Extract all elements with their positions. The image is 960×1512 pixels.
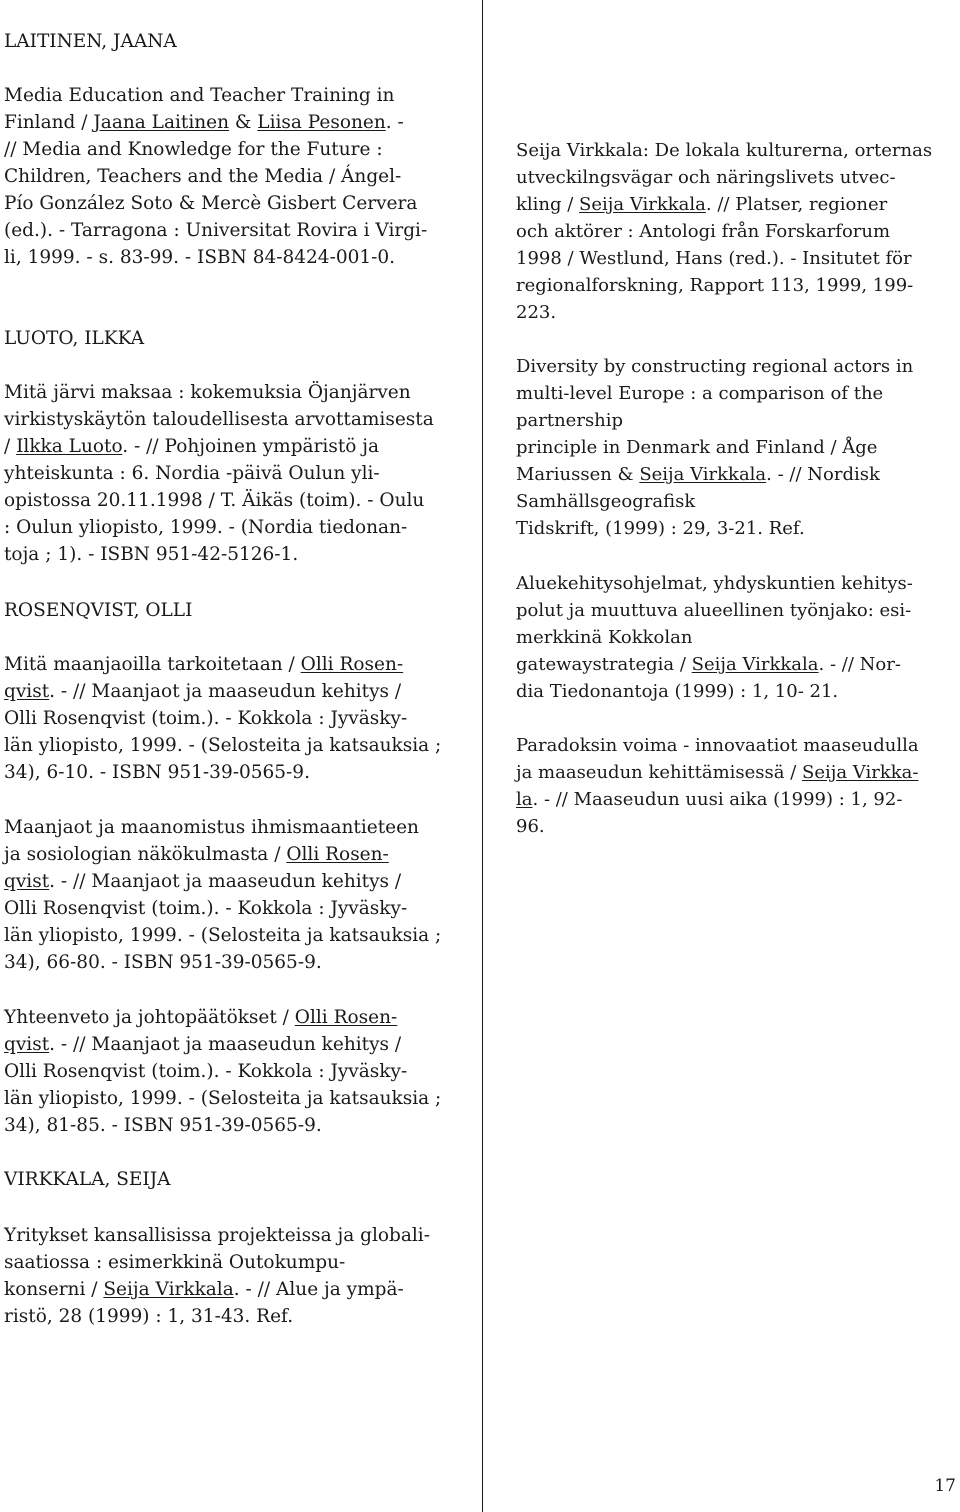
text-segment: Mariussen &: [516, 464, 640, 485]
text-line: [4, 705, 456, 732]
text-segment: Olli Rosenqvist (toim.). - Kokkola : Jyväsky-: [4, 898, 408, 919]
text-line: [516, 191, 956, 218]
text-segment: Yhteenveto ja johtopäätökset /: [4, 1007, 295, 1028]
text-line: [516, 786, 956, 813]
text-segment: regionalforskning, Rapport 113, 1999, 199-: [516, 275, 914, 296]
author-link: qvist: [4, 871, 50, 892]
text-segment: ja sosiologian näkökulmasta /: [4, 844, 287, 865]
text-segment: ja maaseudun kehittämisessä /: [516, 762, 803, 783]
text-line: [4, 109, 456, 136]
author-link: Seija Virkkala: [103, 1279, 234, 1300]
text-segment: . - // Maanjaot ja maaseudun kehitys /: [49, 871, 402, 892]
text-segment: Children, Teachers and the Media / Ángel-: [4, 166, 402, 187]
text-line: [4, 163, 456, 190]
text-line: [4, 541, 456, 568]
author-heading: [4, 1166, 456, 1193]
author-link: Seija Virkka-: [802, 762, 919, 783]
page-number: 17: [934, 1476, 956, 1496]
text-line: [516, 218, 956, 245]
text-line: [516, 759, 956, 786]
text-line: [4, 759, 456, 786]
text-segment: (ed.). - Tarragona : Universitat Rovira i Virgi-: [4, 220, 428, 241]
text-segment: yhteiskunta : 6. Nordia -päivä Oulun yli-: [4, 463, 380, 484]
text-segment: län yliopisto, 1999. - (Selosteita ja katsauksia ;: [4, 735, 442, 756]
text-segment: polut ja muuttuva alueellinen työnjako: esi-: [516, 600, 912, 621]
text-line: [4, 28, 456, 55]
text-segment: kling /: [516, 194, 580, 215]
text-line: [4, 433, 456, 460]
text-line: [4, 922, 456, 949]
author-link: Olli Rosen-: [294, 1007, 398, 1028]
text-line: [516, 732, 956, 759]
text-segment: ristö, 28 (1999) : 1, 31-43. Ref.: [4, 1306, 294, 1327]
text-line: [516, 597, 956, 624]
text-segment: . // Platser, regioner: [705, 194, 888, 215]
author-heading: [4, 597, 456, 624]
text-segment: multi-level Europe : a comparison of the: [516, 383, 884, 404]
text-segment: toja ; 1). - ISBN 951-42-5126-1.: [4, 544, 299, 565]
author-link: Olli Rosen-: [300, 654, 404, 675]
text-line: [516, 515, 956, 542]
text-line: [516, 380, 956, 407]
text-segment: 34), 6-10. - ISBN 951-39-0565-9.: [4, 762, 310, 783]
text-line: [4, 460, 456, 487]
text-line: [4, 597, 456, 624]
text-line: [4, 1112, 456, 1139]
column-divider: [482, 0, 483, 1512]
text-segment: 223.: [516, 302, 557, 323]
bibliography-entry: [4, 1004, 456, 1139]
text-line: [516, 272, 956, 299]
text-segment: län yliopisto, 1999. - (Selosteita ja katsauksia ;: [4, 925, 442, 946]
text-segment: Paradoksin voima - innovaatiot maaseudulla: [516, 735, 919, 756]
author-link: qvist: [4, 1034, 50, 1055]
text-line: [4, 406, 456, 433]
text-segment: . - // Maaseudun uusi aika (1999) : 1, 92-: [532, 789, 903, 810]
text-segment: merkkinä Kokkolan: [516, 627, 693, 648]
author-heading: [4, 28, 456, 55]
author-link: Seija Virkkala: [579, 194, 706, 215]
text-line: [4, 1085, 456, 1112]
text-segment: ROSENQVIST, OLLI: [4, 600, 193, 621]
text-line: [4, 1031, 456, 1058]
text-segment: Aluekehitysohjelmat, yhdyskuntien kehitys-: [516, 573, 913, 594]
text-segment: // Media and Knowledge for the Future :: [4, 139, 383, 160]
bibliography-entry: [516, 137, 956, 326]
bibliography-entry: [4, 82, 456, 271]
text-segment: Mitä järvi maksaa : kokemuksia Öjanjärven: [4, 382, 411, 403]
text-segment: 1998 / Westlund, Hans (red.). - Insitutet för: [516, 248, 912, 269]
text-segment: VIRKKALA, SEIJA: [4, 1169, 171, 1190]
text-segment: li, 1999. - s. 83-99. - ISBN 84-8424-001-0.: [4, 247, 396, 268]
text-line: [4, 1222, 456, 1249]
text-line: [516, 434, 956, 461]
text-segment: . - // Maanjaot ja maaseudun kehitys /: [49, 1034, 402, 1055]
text-segment: &: [229, 112, 258, 133]
text-line: [4, 244, 456, 271]
text-segment: opistossa 20.11.1998 / T. Äikäs (toim). - Oulu: [4, 490, 425, 511]
author-link: Liisa Pesonen: [257, 112, 386, 133]
text-segment: 34), 81-85. - ISBN 951-39-0565-9.: [4, 1115, 322, 1136]
text-line: [4, 1166, 456, 1193]
text-line: [516, 164, 956, 191]
text-segment: Pío González Soto & Mercè Gisbert Cervera: [4, 193, 418, 214]
text-segment: virkistyskäytön taloudellisesta arvottamisesta: [4, 409, 434, 430]
text-line: [516, 137, 956, 164]
text-line: [4, 1249, 456, 1276]
text-segment: saatiossa : esimerkkinä Outokumpu-: [4, 1252, 346, 1273]
text-line: [4, 190, 456, 217]
text-line: [516, 461, 956, 488]
text-line: [516, 299, 956, 326]
bibliography-entry: [516, 570, 956, 705]
text-line: [4, 325, 456, 352]
text-line: [4, 136, 456, 163]
text-segment: gatewaystrategia /: [516, 654, 692, 675]
text-segment: 96.: [516, 816, 545, 837]
text-line: [4, 379, 456, 406]
text-line: [516, 651, 956, 678]
text-segment: Tidskrift, (1999) : 29, 3-21. Ref.: [516, 518, 805, 539]
text-segment: 34), 66-80. - ISBN 951-39-0565-9.: [4, 952, 322, 973]
text-line: [516, 570, 956, 597]
text-segment: : Oulun yliopisto, 1999. - (Nordia tiedonan-: [4, 517, 408, 538]
text-line: [516, 488, 956, 515]
text-line: [516, 407, 956, 434]
text-line: [4, 895, 456, 922]
text-segment: Seija Virkkala: De lokala kulturerna, orternas: [516, 140, 933, 161]
text-line: [4, 868, 456, 895]
text-line: [516, 245, 956, 272]
text-line: [4, 841, 456, 868]
text-segment: Yritykset kansallisissa projekteissa ja globali-: [4, 1225, 430, 1246]
text-line: [4, 949, 456, 976]
text-segment: Maanjaot ja maanomistus ihmismaantieteen: [4, 817, 419, 838]
text-line: [4, 1058, 456, 1085]
text-segment: /: [4, 436, 17, 457]
bibliography-entry: [516, 732, 956, 840]
text-line: [516, 678, 956, 705]
text-line: [4, 514, 456, 541]
text-segment: . - // Maanjaot ja maaseudun kehitys /: [49, 681, 402, 702]
bibliography-entry: [4, 1222, 456, 1330]
author-link: Jaana Laitinen: [93, 112, 230, 133]
text-segment: och aktörer : Antologi från Forskarforum: [516, 221, 891, 242]
text-line: [516, 353, 956, 380]
text-segment: . - // Alue ja ympä-: [233, 1279, 404, 1300]
text-segment: utveckilngsvägar och näringslivets utvec-: [516, 167, 896, 188]
text-line: [4, 732, 456, 759]
text-line: [4, 82, 456, 109]
text-line: [4, 678, 456, 705]
text-line: [4, 1276, 456, 1303]
bibliography-entry: [4, 379, 456, 568]
text-segment: län yliopisto, 1999. - (Selosteita ja katsauksia ;: [4, 1088, 442, 1109]
text-segment: . - // Pohjoinen ympäristö ja: [122, 436, 380, 457]
text-segment: Finland /: [4, 112, 94, 133]
text-line: [516, 624, 956, 651]
text-segment: Mitä maanjaoilla tarkoitetaan /: [4, 654, 301, 675]
text-line: [4, 651, 456, 678]
text-line: [4, 814, 456, 841]
text-segment: principle in Denmark and Finland / Åge: [516, 437, 878, 458]
text-segment: partnership: [516, 410, 624, 431]
bibliography-entry: [4, 651, 456, 786]
text-segment: Media Education and Teacher Training in: [4, 85, 395, 106]
text-segment: dia Tiedonantoja (1999) : 1, 10- 21.: [516, 681, 839, 702]
bibliography-entry: [4, 814, 456, 976]
author-link: la: [516, 789, 533, 810]
author-link: Ilkka Luoto: [16, 436, 123, 457]
text-segment: LUOTO, ILKKA: [4, 328, 145, 349]
text-segment: Olli Rosenqvist (toim.). - Kokkola : Jyväsky-: [4, 1061, 408, 1082]
author-link: qvist: [4, 681, 50, 702]
text-segment: Samhällsgeografisk: [516, 491, 696, 512]
text-line: [4, 1004, 456, 1031]
author-link: Seija Virkkala: [639, 464, 767, 485]
text-segment: . - // Nordisk: [766, 464, 880, 485]
text-segment: . - // Nor-: [818, 654, 901, 675]
text-segment: konserni /: [4, 1279, 104, 1300]
author-heading: [4, 325, 456, 352]
text-segment: Olli Rosenqvist (toim.). - Kokkola : Jyväsky-: [4, 708, 408, 729]
text-line: [4, 217, 456, 244]
text-segment: . -: [385, 112, 404, 133]
text-line: [516, 813, 956, 840]
text-line: [4, 487, 456, 514]
text-segment: LAITINEN, JAANA: [4, 31, 177, 52]
text-line: [4, 1303, 456, 1330]
author-link: Seija Virkkala: [691, 654, 819, 675]
author-link: Olli Rosen-: [286, 844, 389, 865]
text-segment: Diversity by constructing regional actors in: [516, 356, 914, 377]
bibliography-entry: [516, 353, 956, 542]
